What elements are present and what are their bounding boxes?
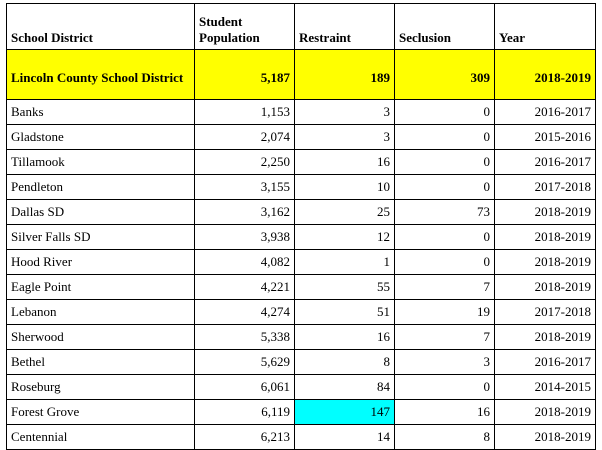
seclusion-cell: 0 (395, 375, 495, 400)
seclusion-cell: 73 (395, 200, 495, 225)
district-cell: Hood River (7, 250, 195, 275)
restraint-cell: 84 (295, 375, 395, 400)
restraint-cell: 16 (295, 150, 395, 175)
restraint-cell: 189 (295, 50, 395, 100)
population-cell: 5,629 (195, 350, 295, 375)
district-cell: Tillamook (7, 150, 195, 175)
year-cell: 2016-2017 (495, 150, 596, 175)
restraint-cell: 1 (295, 250, 395, 275)
table-row (7, 300, 596, 325)
district-cell: Dallas SD (7, 200, 195, 225)
population-cell: 5,338 (195, 325, 295, 350)
population-cell: 3,938 (195, 225, 295, 250)
restraint-cell: 51 (295, 300, 395, 325)
seclusion-cell: 3 (395, 350, 495, 375)
header-row (7, 4, 596, 50)
header-seclusion: Seclusion (395, 4, 495, 50)
restraint-cell: 3 (295, 125, 395, 150)
district-cell: Forest Grove (7, 400, 195, 425)
population-cell: 2,250 (195, 150, 295, 175)
seclusion-cell: 7 (395, 325, 495, 350)
table-row (7, 250, 596, 275)
table-row-highlighted (7, 50, 596, 100)
table-row (7, 150, 596, 175)
population-cell: 6,061 (195, 375, 295, 400)
district-cell: Roseburg (7, 375, 195, 400)
table-row (7, 400, 596, 425)
restraint-cell: 16 (295, 325, 395, 350)
district-cell: Lincoln County School District (7, 50, 195, 100)
district-cell: Eagle Point (7, 275, 195, 300)
table-row (7, 125, 596, 150)
population-cell: 3,155 (195, 175, 295, 200)
year-cell: 2018-2019 (495, 325, 596, 350)
year-cell: 2016-2017 (495, 100, 596, 125)
restraint-cell: 10 (295, 175, 395, 200)
restraint-cell: 3 (295, 100, 395, 125)
year-cell: 2018-2019 (495, 250, 596, 275)
restraint-cell-highlighted: 147 (295, 400, 395, 425)
table-row (7, 275, 596, 300)
district-cell: Centennial (7, 425, 195, 450)
year-cell: 2018-2019 (495, 50, 596, 100)
district-cell: Pendleton (7, 175, 195, 200)
table-row (7, 175, 596, 200)
year-cell: 2018-2019 (495, 425, 596, 450)
header-restraint: Restraint (295, 4, 395, 50)
year-cell: 2017-2018 (495, 300, 596, 325)
seclusion-cell: 0 (395, 250, 495, 275)
table-row (7, 375, 596, 400)
year-cell: 2017-2018 (495, 175, 596, 200)
restraint-seclusion-table (6, 3, 596, 450)
year-cell: 2016-2017 (495, 350, 596, 375)
restraint-cell: 8 (295, 350, 395, 375)
district-cell: Gladstone (7, 125, 195, 150)
year-cell: 2018-2019 (495, 400, 596, 425)
district-cell: Banks (7, 100, 195, 125)
population-cell: 3,162 (195, 200, 295, 225)
seclusion-cell: 0 (395, 225, 495, 250)
restraint-cell: 14 (295, 425, 395, 450)
restraint-cell: 55 (295, 275, 395, 300)
seclusion-cell: 0 (395, 100, 495, 125)
header-school-district: School District (7, 4, 195, 50)
year-cell: 2018-2019 (495, 275, 596, 300)
seclusion-cell: 19 (395, 300, 495, 325)
seclusion-cell: 0 (395, 150, 495, 175)
seclusion-cell: 7 (395, 275, 495, 300)
table-row (7, 425, 596, 450)
population-cell: 4,274 (195, 300, 295, 325)
population-cell: 2,074 (195, 125, 295, 150)
table-row (7, 100, 596, 125)
seclusion-cell: 0 (395, 125, 495, 150)
header-year: Year (495, 4, 596, 50)
seclusion-cell: 16 (395, 400, 495, 425)
seclusion-cell: 0 (395, 175, 495, 200)
district-cell: Bethel (7, 350, 195, 375)
seclusion-cell: 309 (395, 50, 495, 100)
population-cell: 6,213 (195, 425, 295, 450)
table-row (7, 225, 596, 250)
population-cell: 4,082 (195, 250, 295, 275)
population-cell: 5,187 (195, 50, 295, 100)
year-cell: 2014-2015 (495, 375, 596, 400)
district-cell: Lebanon (7, 300, 195, 325)
district-cell: Sherwood (7, 325, 195, 350)
restraint-cell: 12 (295, 225, 395, 250)
restraint-cell: 25 (295, 200, 395, 225)
year-cell: 2018-2019 (495, 200, 596, 225)
population-cell: 4,221 (195, 275, 295, 300)
table-row (7, 325, 596, 350)
population-cell: 6,119 (195, 400, 295, 425)
seclusion-cell: 8 (395, 425, 495, 450)
year-cell: 2015-2016 (495, 125, 596, 150)
district-cell: Silver Falls SD (7, 225, 195, 250)
header-student-population: Student Population (195, 4, 295, 50)
year-cell: 2018-2019 (495, 225, 596, 250)
table-row (7, 200, 596, 225)
population-cell: 1,153 (195, 100, 295, 125)
table-row (7, 350, 596, 375)
